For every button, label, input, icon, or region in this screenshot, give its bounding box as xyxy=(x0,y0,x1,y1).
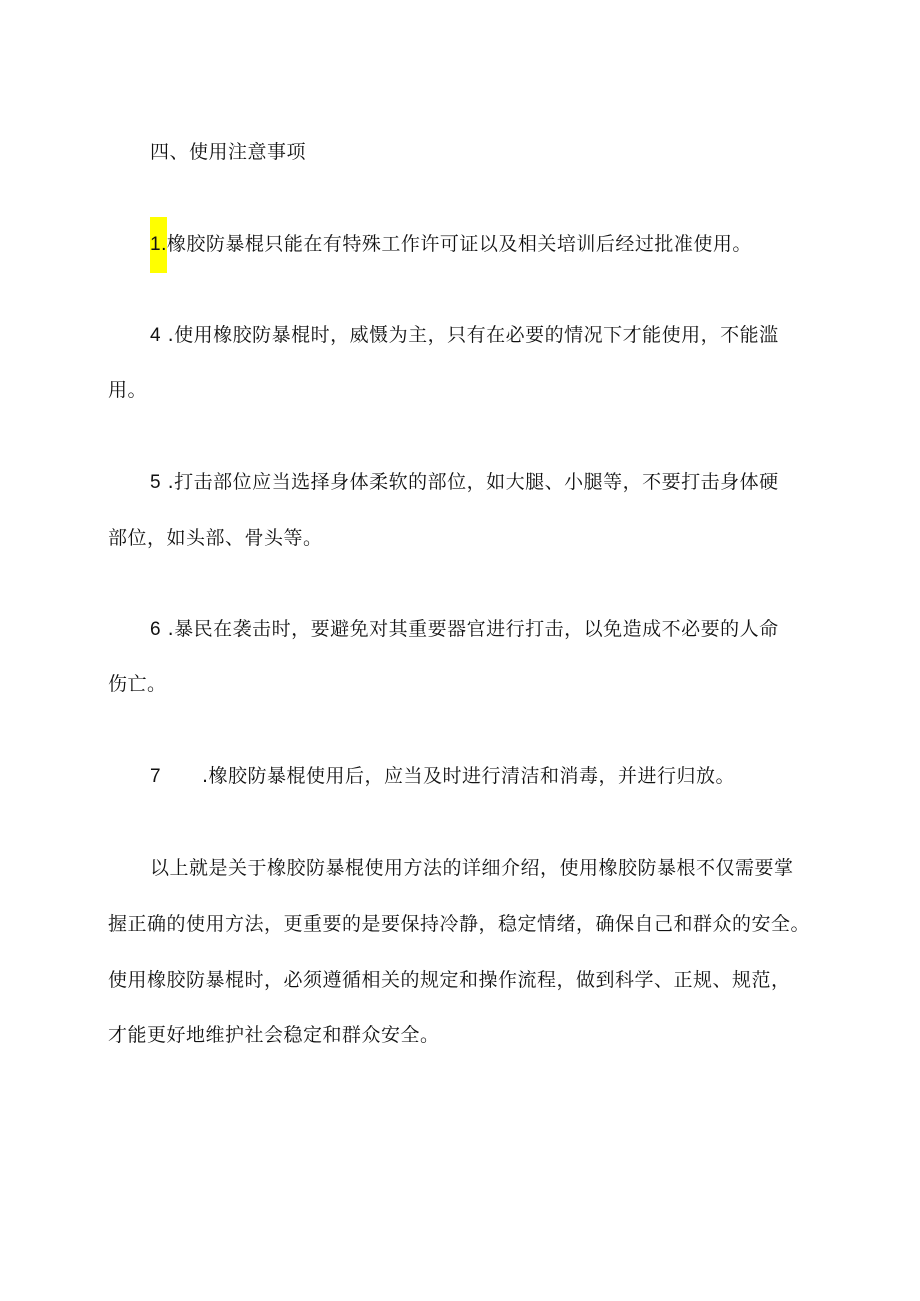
section-heading: 四、使用注意事项 xyxy=(150,141,307,163)
list-item-4-continuation: 用。 xyxy=(108,379,148,401)
list-item-5 xyxy=(150,468,779,497)
item-text: .使用橡胶防暴棍时，威慑为主，只有在必要的情况下才能使用，不能滥 xyxy=(167,324,779,346)
summary-line-4: 才能更好地维护社会稳定和群众安全。 xyxy=(108,1024,440,1046)
list-item-6 xyxy=(150,615,779,644)
list-item-6-continuation: 伤亡。 xyxy=(108,673,167,695)
item-text: 橡胶防暴棍只能在有特殊工作许可证以及相关培训后经过批准使用。 xyxy=(166,233,752,255)
list-item-7 xyxy=(150,762,735,791)
summary-line-3: 使用橡胶防暴棍时，必须遵循相关的规定和操作流程，做到科学、正规、规范， xyxy=(108,969,791,991)
item-number: 4 xyxy=(150,325,162,346)
list-item-5-continuation: 部位，如头部、骨头等。 xyxy=(108,527,323,549)
item-text: .橡胶防暴棍使用后，应当及时进行清洁和消毒，并进行归放。 xyxy=(202,765,736,787)
list-item-1 xyxy=(150,230,752,259)
list-item-4 xyxy=(150,321,779,350)
item-number: 5 xyxy=(150,472,162,493)
item-number-highlighted: 1. xyxy=(150,217,167,273)
item-text: .打击部位应当选择身体柔软的部位，如大腿、小腿等，不要打击身体硬 xyxy=(167,471,779,493)
summary-line-1: 以上就是关于橡胶防暴棍使用方法的详细介绍，使用橡胶防暴根不仅需要掌 xyxy=(150,857,794,879)
item-text: .暴民在袭击时，要避免对其重要器官进行打击，以免造成不必要的人命 xyxy=(167,618,779,640)
item-number: 7 xyxy=(150,766,162,787)
item-number: 6 xyxy=(150,619,162,640)
summary-line-2: 握正确的使用方法，更重要的是要保持冷静，稳定情绪，确保自己和群众的安全。 xyxy=(108,913,811,935)
